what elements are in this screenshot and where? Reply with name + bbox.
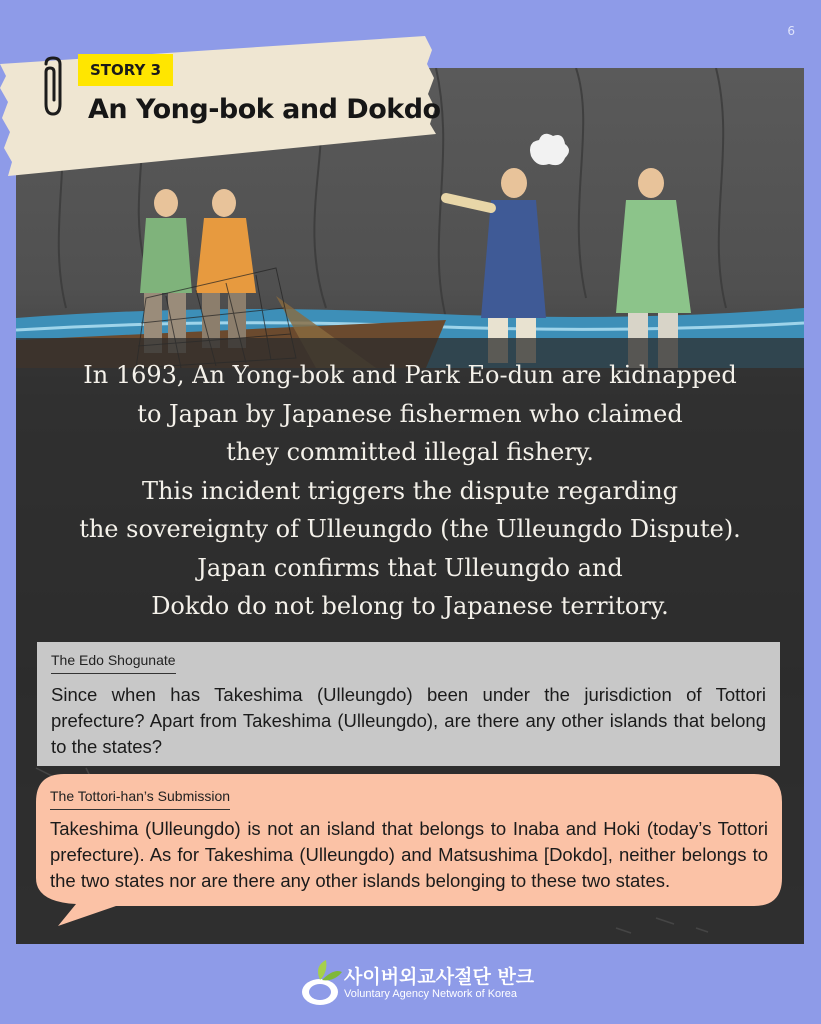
story-title: An Yong-bok and Dokdo: [88, 94, 441, 125]
narration-line: In 1693, An Yong-bok and Park Eo-dun are kidnapped: [83, 361, 737, 389]
logo-korean-text: 사이버외교사절단 반크: [344, 966, 535, 988]
narration-line: Japan confirms that Ulleungdo and: [197, 553, 623, 582]
tottori-text: Takeshima (Ulleungdo) is not an island that belongs to Inaba and Hoki (today’s Tottori prefecture). As for Takeshima (Ulleungdo) and Matsushima [Dokdo], neither belongs to the two states nor are there any other islands belonging to these two states.: [50, 818, 768, 891]
page-number: 6: [787, 24, 795, 38]
edo-shogunate-label: The Edo Shogunate: [51, 652, 176, 674]
story-badge: STORY 3: [78, 54, 173, 86]
narration-text: [40, 356, 780, 626]
vank-logo: [300, 956, 535, 1012]
edo-shogunate-text: Since when has Takeshima (Ulleungdo) been under the jurisdiction of Tottori prefecture? Apart from Takeshima (Ulleungdo), are there any other islands that belong to the states?: [51, 684, 766, 757]
tottori-label: The Tottori-han’s Submission: [50, 788, 230, 810]
logo-english-text: Voluntary Agency Network of Korea: [344, 988, 518, 1000]
narration-line: Dokdo do not belong to Japanese territory.: [151, 592, 669, 620]
narration-line: This incident triggers the dispute regarding: [141, 476, 679, 505]
narration-line: they committed illegal fishery.: [226, 438, 594, 466]
narration-line: to Japan by Japanese fishermen who claimed: [137, 399, 683, 428]
tottori-box: [36, 774, 782, 906]
paperclip-icon: [38, 56, 68, 120]
edo-shogunate-box: [37, 642, 780, 766]
tottori-speech-bubble: [36, 774, 782, 926]
vank-emblem-icon: [300, 958, 344, 1008]
narration-line: the sovereignty of Ulleungdo (the Ulleungdo Dispute).: [79, 515, 741, 543]
